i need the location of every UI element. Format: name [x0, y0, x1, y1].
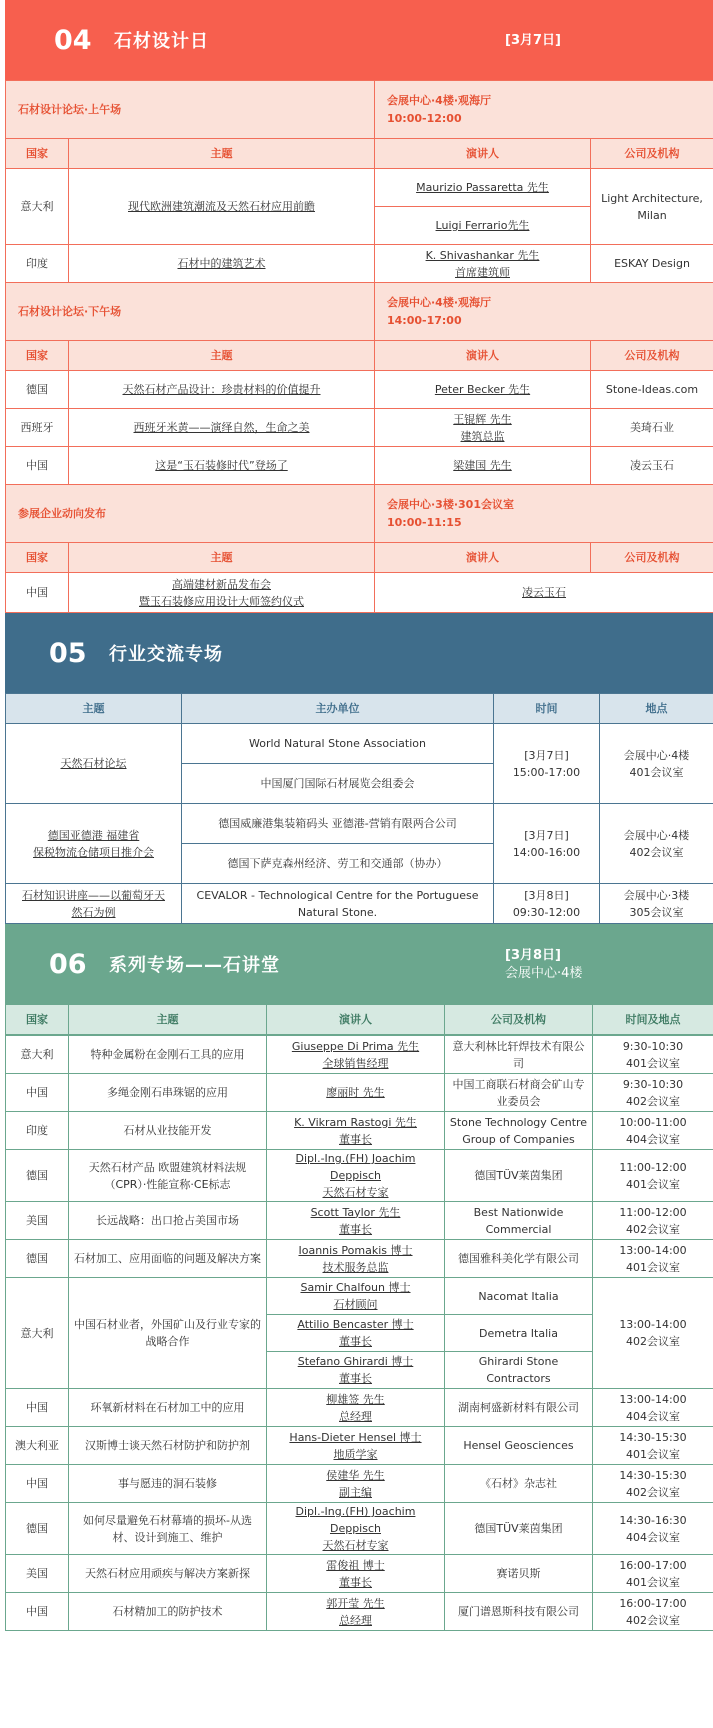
topic-cell: 多绳金刚石串珠锯的应用: [69, 1074, 267, 1112]
topic-cell: 石材加工、应用面临的问题及解决方案: [69, 1240, 267, 1278]
country-cell: 中国: [6, 1074, 69, 1112]
table-header: [6, 543, 713, 573]
org-cell: 《石材》杂志社: [445, 1465, 593, 1503]
section-06-table: [5, 1004, 713, 1035]
header-country: 国家: [6, 139, 69, 169]
topic-cell: 天然石材产品 欧盟建筑材料法规（CPR）·性能宣称·CE标志: [69, 1150, 267, 1202]
org-cell: Stone Technology Centre Group of Companies: [445, 1112, 593, 1150]
country-cell: 中国: [6, 1593, 69, 1631]
header-topic: 主题: [6, 694, 182, 724]
place-cell: 会展中心·3楼 305会议室: [600, 884, 713, 924]
table-row: [6, 1240, 713, 1278]
speaker-cell[interactable]: Giuseppe Di Prima 先生 全球销售经理: [267, 1036, 445, 1074]
table-row: [6, 1555, 713, 1593]
section-venue: 会展中心·4楼: [505, 966, 583, 981]
table-row: [6, 1593, 713, 1631]
header-topic: 主题: [69, 341, 375, 371]
table-row: [6, 1074, 713, 1112]
timeplace-cell: 16:00-17:00 401会议室: [593, 1555, 713, 1593]
table-header: [6, 341, 713, 371]
section-number: 04: [54, 24, 92, 56]
section-04-table: [5, 80, 713, 613]
timeplace-cell: 13:00-14:00 401会议室: [593, 1240, 713, 1278]
section-number: 05: [49, 637, 87, 669]
country-cell: 意大利: [6, 1036, 69, 1074]
timeplace-cell: 16:00-17:00 402会议室: [593, 1593, 713, 1631]
speaker-cell[interactable]: 廖丽时 先生: [267, 1074, 445, 1112]
table-row: [6, 1389, 713, 1427]
org-cell: 厦门谱恩斯科技有限公司: [445, 1593, 593, 1631]
table-row: [6, 1036, 713, 1074]
table-row: [6, 245, 713, 283]
org-cell: 赛诺贝斯: [445, 1555, 593, 1593]
timeplace-cell: 14:30-15:30 402会议室: [593, 1465, 713, 1503]
speaker-cell[interactable]: 侯建华 先生 副主编: [267, 1465, 445, 1503]
header-speaker: 演讲人: [267, 1005, 445, 1035]
country-cell: 德国: [6, 1150, 69, 1202]
speaker-cell[interactable]: 柳雄签 先生 总经理: [267, 1389, 445, 1427]
org-cell: Demetra Italia: [445, 1315, 593, 1352]
header-speaker: 演讲人: [375, 543, 591, 573]
topic-cell: 石材从业技能开发: [69, 1112, 267, 1150]
org-cell: Nacomat Italia: [445, 1278, 593, 1315]
section-number: 06: [49, 948, 87, 980]
org-cell: 德国雅科美化学有限公司: [445, 1240, 593, 1278]
timeplace-cell: 9:30-10:30 401会议室: [593, 1036, 713, 1074]
country-cell: 中国: [6, 1465, 69, 1503]
table-row: [6, 724, 713, 764]
topic-cell: 石材精加工的防护技术: [69, 1593, 267, 1631]
table-row: [6, 573, 713, 613]
place-cell: 会展中心·4楼 402会议室: [600, 804, 713, 884]
country-cell: 德国: [6, 1240, 69, 1278]
table-row: [6, 371, 713, 409]
header-country: 国家: [6, 341, 69, 371]
country-cell: 中国: [6, 1389, 69, 1427]
topic-cell: 环氧新材料在石材加工中的应用: [69, 1389, 267, 1427]
country-cell: 意大利: [6, 169, 69, 245]
table-row: [6, 1150, 713, 1202]
section-06-body: [5, 1035, 713, 1631]
topic-cell: 汉斯博士谈天然石材防护和防护剂: [69, 1427, 267, 1465]
topic-cell: 特种金属粉在金刚石工具的应用: [69, 1036, 267, 1074]
header-org: 公司及机构: [591, 139, 713, 169]
topic-cell[interactable]: 高端建材新品发布会 暨玉石装修应用设计大师签约仪式: [69, 573, 375, 613]
header-org: 公司及机构: [591, 543, 713, 573]
org-cell: Light Architecture, Milan: [591, 169, 713, 245]
session-title: 参展企业动向发布: [6, 485, 375, 543]
timeplace-cell: 11:00-12:00 401会议室: [593, 1150, 713, 1202]
topic-cell[interactable]: 天然石材产品设计：珍贵材料的价值提升: [69, 371, 375, 409]
speaker-cell[interactable]: 雷俊祖 博士 董事长: [267, 1555, 445, 1593]
speaker-cell[interactable]: Dipl.-Ing.(FH) Joachim Deppisch 天然石材专家: [267, 1150, 445, 1202]
country-cell: 印度: [6, 245, 69, 283]
org-cell: Ghirardi Stone Contractors: [445, 1352, 593, 1389]
host-cell: 德国威廉港集装箱码头 亚德港-营销有限两合公司: [182, 804, 494, 844]
timeplace-cell: 13:00-14:00 402会议室: [593, 1278, 713, 1389]
country-cell: 中国: [6, 573, 69, 613]
header-time: 时间: [494, 694, 600, 724]
org-cell: Hensel Geosciences: [445, 1427, 593, 1465]
org-cell[interactable]: 凌云玉石: [375, 573, 713, 613]
topic-cell[interactable]: 西班牙米黄——演绎自然，生命之美: [69, 409, 375, 447]
topic-cell[interactable]: 这是“玉石装修时代”登场了: [69, 447, 375, 485]
table-row: [6, 1278, 713, 1315]
topic-cell: 天然石材应用顽疾与解决方案新探: [69, 1555, 267, 1593]
country-cell: 意大利: [6, 1278, 69, 1389]
table-header: [6, 1005, 713, 1035]
speaker-cell[interactable]: Stefano Ghirardi 博士 董事长: [267, 1352, 445, 1389]
table-row: [6, 169, 713, 207]
topic-cell[interactable]: 石材知识讲座——以葡萄牙天 然石为例: [6, 884, 182, 924]
speaker-cell[interactable]: Scott Taylor 先生 董事长: [267, 1202, 445, 1240]
speaker-cell[interactable]: K. Vikram Rastogi 先生 董事长: [267, 1112, 445, 1150]
section-date: [3月7日]: [505, 33, 561, 48]
org-cell: 凌云玉石: [591, 447, 713, 485]
session-row: [6, 283, 713, 341]
table-row: [6, 804, 713, 844]
org-cell: 意大利林比轩焊技术有限公司: [445, 1036, 593, 1074]
time-cell: [3月7日] 14:00-16:00: [494, 804, 600, 884]
section-05-banner: [5, 613, 713, 693]
speaker-cell[interactable]: 王锟辉 先生 建筑总监: [375, 409, 591, 447]
timeplace-cell: 10:00-11:00 404会议室: [593, 1112, 713, 1150]
session-venue: 会展中心·4楼·观海厅 10:00-12:00: [375, 81, 713, 139]
table-header: [6, 694, 713, 724]
section-date: [3月8日]: [505, 948, 561, 963]
org-cell: Stone-Ideas.com: [591, 371, 713, 409]
org-cell: 美琦石业: [591, 409, 713, 447]
header-speaker: 演讲人: [375, 341, 591, 371]
timeplace-cell: 9:30-10:30 402会议室: [593, 1074, 713, 1112]
org-cell: 中国工商联石材商会矿山专业委员会: [445, 1074, 593, 1112]
org-cell: 湖南柯盛新材料有限公司: [445, 1389, 593, 1427]
speaker-cell[interactable]: 郭开莹 先生 总经理: [267, 1593, 445, 1631]
timeplace-cell: 13:00-14:00 404会议室: [593, 1389, 713, 1427]
host-cell: 德国下萨克森州经济、劳工和交通部（协办）: [182, 844, 494, 884]
header-org: 公司及机构: [591, 341, 713, 371]
org-cell: ESKAY Design: [591, 245, 713, 283]
session-title: 石材设计论坛·上午场: [6, 81, 375, 139]
speaker-cell[interactable]: Samir Chalfoun 博士 石材顾问: [267, 1278, 445, 1315]
topic-cell[interactable]: 现代欧洲建筑潮流及天然石材应用前瞻: [69, 169, 375, 245]
header-org: 公司及机构: [445, 1005, 593, 1035]
table-row: [6, 1465, 713, 1503]
session-venue: 会展中心·3楼·301会议室 10:00-11:15: [375, 485, 713, 543]
session-venue: 会展中心·4楼·观海厅 14:00-17:00: [375, 283, 713, 341]
topic-cell[interactable]: 德国亚德港 福建省 保税物流仓储项目推介会: [6, 804, 182, 884]
country-cell: 中国: [6, 447, 69, 485]
section-05-table: [5, 693, 713, 924]
speaker-cell[interactable]: Dipl.-Ing.(FH) Joachim Deppisch 天然石材专家: [267, 1503, 445, 1555]
country-cell: 澳大利亚: [6, 1427, 69, 1465]
host-cell: 中国厦门国际石材展览会组委会: [182, 764, 494, 804]
speaker-cell[interactable]: Attilio Bencaster 博士 董事长: [267, 1315, 445, 1352]
place-cell: 会展中心·4楼 401会议室: [600, 724, 713, 804]
speaker-cell[interactable]: K. Shivashankar 先生 首席建筑师: [375, 245, 591, 283]
host-cell: CEVALOR - Technological Centre for the Portuguese Natural Stone.: [182, 884, 494, 924]
header-topic: 主题: [69, 543, 375, 573]
topic-cell: 事与愿违的洞石装修: [69, 1465, 267, 1503]
table-row: [6, 409, 713, 447]
timeplace-cell: 14:30-15:30 401会议室: [593, 1427, 713, 1465]
speaker-cell[interactable]: Hans-Dieter Hensel 博士 地质学家: [267, 1427, 445, 1465]
header-topic: 主题: [69, 139, 375, 169]
table-row: [6, 447, 713, 485]
org-cell: 德国TÜV莱茵集团: [445, 1150, 593, 1202]
timeplace-cell: 11:00-12:00 402会议室: [593, 1202, 713, 1240]
header-country: 国家: [6, 543, 69, 573]
section-title: 系列专场——石讲堂: [109, 955, 280, 976]
session-row: [6, 485, 713, 543]
topic-cell: 中国石材业者，外国矿山及行业专家的战略合作: [69, 1278, 267, 1389]
time-cell: [3月7日] 15:00-17:00: [494, 724, 600, 804]
header-place: 地点: [600, 694, 713, 724]
topic-cell: 如何尽量避免石材幕墙的损坏-从选材、设计到施工、维护: [69, 1503, 267, 1555]
header-timeplace: 时间及地点: [593, 1005, 713, 1035]
speaker-cell[interactable]: Maurizio Passaretta 先生: [375, 169, 591, 207]
session-row: [6, 81, 713, 139]
speaker-cell[interactable]: 梁建国 先生: [375, 447, 591, 485]
header-country: 国家: [6, 1005, 69, 1035]
time-cell: [3月8日] 09:30-12:00: [494, 884, 600, 924]
country-cell: 德国: [6, 371, 69, 409]
speaker-cell[interactable]: Peter Becker 先生: [375, 371, 591, 409]
speaker-cell[interactable]: Ioannis Pomakis 博士 技术服务总监: [267, 1240, 445, 1278]
org-cell: 德国TÜV莱茵集团: [445, 1503, 593, 1555]
speaker-cell[interactable]: Luigi Ferrario先生: [375, 207, 591, 245]
table-row: [6, 1503, 713, 1555]
table-row: [6, 1112, 713, 1150]
topic-cell[interactable]: 天然石材论坛: [6, 724, 182, 804]
country-cell: 美国: [6, 1555, 69, 1593]
header-speaker: 演讲人: [375, 139, 591, 169]
org-cell: Best Nationwide Commercial: [445, 1202, 593, 1240]
section-06-banner: [5, 924, 713, 1004]
header-topic: 主题: [69, 1005, 267, 1035]
country-cell: 德国: [6, 1503, 69, 1555]
topic-cell: 长远战略：出口抢占美国市场: [69, 1202, 267, 1240]
timeplace-cell: 14:30-16:30 404会议室: [593, 1503, 713, 1555]
topic-cell[interactable]: 石材中的建筑艺术: [69, 245, 375, 283]
table-row: [6, 884, 713, 924]
header-host: 主办单位: [182, 694, 494, 724]
section-title: 石材设计日: [114, 31, 209, 52]
session-title: 石材设计论坛·下午场: [6, 283, 375, 341]
table-row: [6, 1202, 713, 1240]
section-title: 行业交流专场: [109, 644, 223, 665]
country-cell: 美国: [6, 1202, 69, 1240]
host-cell: World Natural Stone Association: [182, 724, 494, 764]
section-04-banner: [5, 0, 713, 80]
table-row: [6, 1427, 713, 1465]
country-cell: 印度: [6, 1112, 69, 1150]
country-cell: 西班牙: [6, 409, 69, 447]
table-header: [6, 139, 713, 169]
